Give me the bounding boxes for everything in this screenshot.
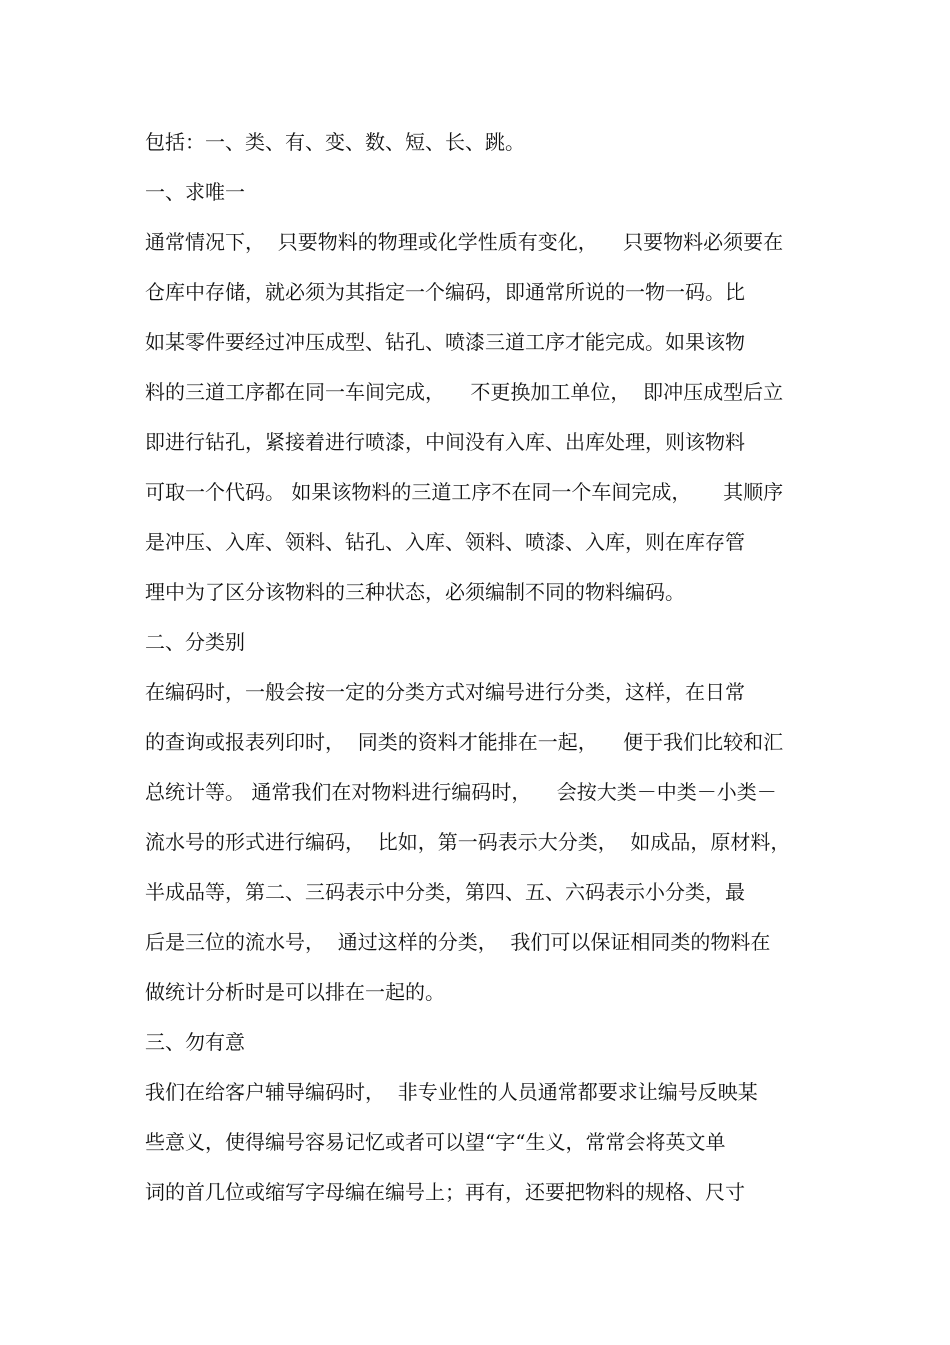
paragraph-line: 可取一个代码。 如果该物料的三道工序不在同一个车间完成， 其顺序 (145, 480, 784, 504)
paragraph-line: 的查询或报表列印时， 同类的资料才能排在一起， 便于我们比较和汇 (145, 730, 784, 754)
paragraph-line: 总统计等。 通常我们在对物料进行编码时， 会按大类－中类－小类－ (145, 780, 777, 804)
section-heading-2: 二、分类别 (145, 630, 245, 654)
section-heading-3: 三、勿有意 (145, 1030, 245, 1054)
paragraph-line: 做统计分析时是可以排在一起的。 (145, 980, 445, 1004)
paragraph-line: 仓库中存储，就必须为其指定一个编码，即通常所说的一物一码。比 (145, 280, 745, 304)
paragraph-line: 后是三位的流水号， 通过这样的分类， 我们可以保证相同类的物料在 (145, 930, 771, 954)
paragraph-line: 理中为了区分该物料的三种状态，必须编制不同的物料编码。 (145, 580, 685, 604)
paragraph-line: 料的三道工序都在同一车间完成， 不更换加工单位， 即冲压成型后立 (145, 380, 784, 404)
paragraph-line: 即进行钻孔，紧接着进行喷漆，中间没有入库、出库处理，则该物料 (145, 430, 745, 454)
paragraph-line: 通常情况下， 只要物料的物理或化学性质有变化， 只要物料必须要在 (145, 230, 784, 254)
paragraph-line: 是冲压、入库、领料、钻孔、入库、领料、喷漆、入库，则在库存管 (145, 530, 745, 554)
paragraph-line: 词的首几位或缩写字母编在编号上；再有，还要把物料的规格、尺寸 (145, 1180, 745, 1204)
paragraph-line: 半成品等，第二、三码表示中分类，第四、五、六码表示小分类，最 (145, 880, 745, 904)
paragraph-line: 我们在给客户辅导编码时， 非专业性的人员通常都要求让编号反映某 (145, 1080, 758, 1104)
paragraph-line: 流水号的形式进行编码， 比如，第一码表示大分类， 如成品，原材料， (145, 830, 791, 854)
section-heading-1: 一、求唯一 (145, 180, 245, 204)
paragraph-line: 些意义，使得编号容易记忆或者可以望“字“生义，常常会将英文单 (145, 1130, 726, 1154)
paragraph-line: 在编码时，一般会按一定的分类方式对编号进行分类，这样，在日常 (145, 680, 745, 704)
paragraph-line: 如某零件要经过冲压成型、钻孔、喷漆三道工序才能完成。如果该物 (145, 330, 745, 354)
intro-line: 包括：一、类、有、变、数、短、长、跳。 (145, 130, 525, 154)
